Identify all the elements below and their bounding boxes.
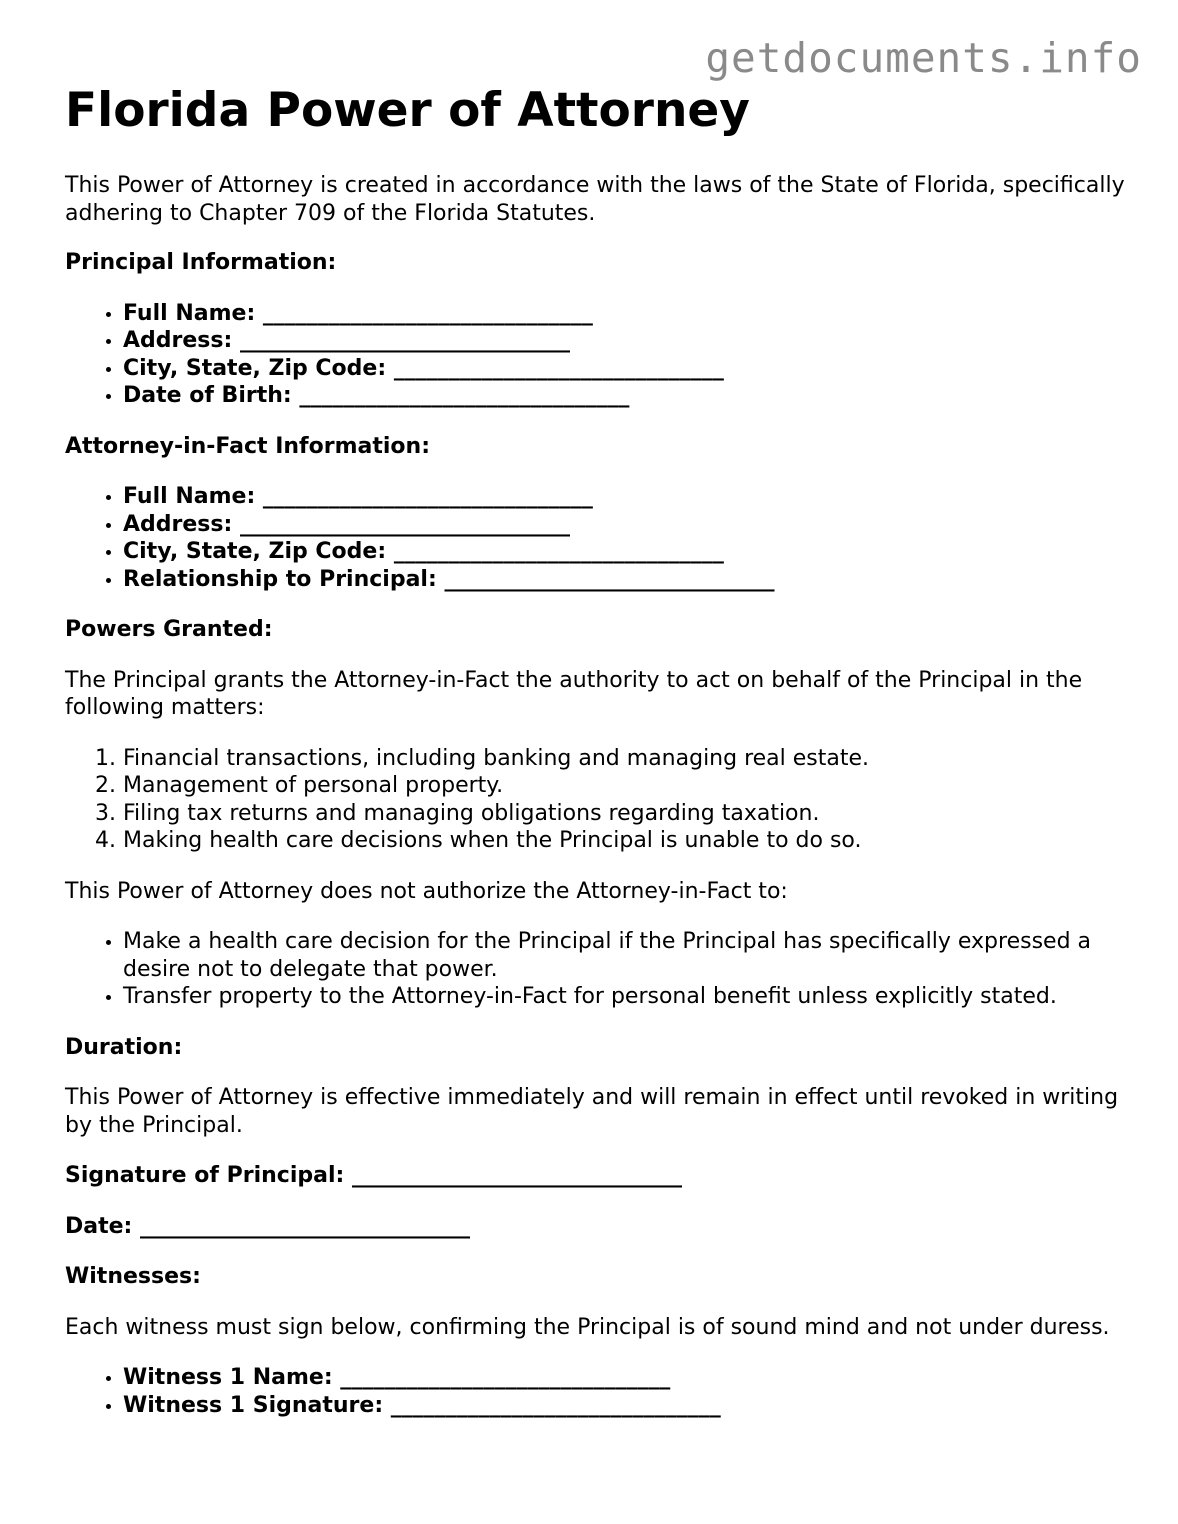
limit-item: • Make a health care decision for the Principal if the Principal has specifically expressed a desire not to delegate that power. [123, 928, 1125, 983]
powers-list [65, 745, 1125, 855]
intro-paragraph: This Power of Attorney is created in accordance with the laws of the State of Florida, specifically adhering to Chapter 709 of the Florida Statutes. [65, 173, 1125, 226]
fill-in-blank: ______________________________ [393, 355, 724, 381]
power-item: 1. Financial transactions, including banking and managing real estate. [123, 745, 1125, 773]
limits-list [65, 928, 1125, 1011]
witness-1-name-field[interactable]: • Witness 1 Name: ______________________________ [123, 1364, 1125, 1392]
fill-in-blank: ______________________________ [239, 328, 570, 353]
witness-1-signature-field[interactable]: • Witness 1 Signature: ______________________________ [123, 1392, 1125, 1420]
fill-in-blank: ______________________________ [262, 484, 593, 509]
attorney-fields [65, 483, 1125, 593]
attorney-relationship-field[interactable]: • Relationship to Principal: ______________________________ [123, 566, 1125, 594]
fill-in-blank: ______________________________ [239, 511, 570, 537]
attorney-heading: Attorney-in-Fact Information: [65, 433, 430, 459]
limit-item: • Transfer property to the Attorney-in-Fact for personal benefit unless explicitly stated. [123, 983, 1125, 1011]
fill-in-blank: ______________________________ [351, 1163, 682, 1188]
powers-intro: The Principal grants the Attorney-in-Fact the authority to act on behalf of the Principal in the following matters: [65, 667, 1083, 720]
fill-in-blank: ______________________________ [444, 566, 775, 592]
attorney-address-field[interactable]: • Address: ______________________________ [123, 511, 1125, 539]
principal-address-field[interactable]: • Address: ______________________________ [123, 327, 1125, 355]
document-title: Florida Power of Attorney [65, 83, 750, 138]
power-item: 3. Filing tax returns and managing obligations regarding taxation. [123, 800, 1125, 828]
watermark: getdocuments.info [705, 34, 1142, 82]
attorney-city-state-zip-field[interactable]: • City, State, Zip Code: ______________________________ [123, 538, 1125, 566]
fill-in-blank: ______________________________ [390, 1392, 721, 1418]
principal-heading: Principal Information: [65, 250, 337, 275]
power-item: 4. Making health care decisions when the Principal is unable to do so. [123, 827, 1125, 855]
witness-fields [65, 1364, 1125, 1419]
power-item: 2. Management of personal property. [123, 772, 1125, 800]
principal-date-of-birth-field[interactable]: • Date of Birth: ______________________________ [123, 382, 1125, 410]
limits-intro: This Power of Attorney does not authorize the Attorney-in-Fact to: [65, 878, 788, 904]
principal-fields [65, 300, 1125, 410]
fill-in-blank: ______________________________ [340, 1365, 671, 1390]
principal-signature-field[interactable]: Signature of Principal: ______________________________ [65, 1163, 682, 1188]
attorney-full-name-field[interactable]: • Full Name: ______________________________ [123, 483, 1125, 511]
fill-in-blank: ______________________________ [140, 1213, 471, 1239]
powers-heading: Powers Granted: [65, 617, 273, 642]
witnesses-heading: Witnesses: [65, 1264, 201, 1289]
fill-in-blank: ______________________________ [262, 300, 593, 326]
principal-city-state-zip-field[interactable]: • City, State, Zip Code: ______________________________ [123, 355, 1125, 383]
witnesses-text: Each witness must sign below, confirming the Principal is of sound mind and not under duress. [65, 1314, 1110, 1340]
fill-in-blank: ______________________________ [393, 539, 724, 564]
document-page [65, 82, 1125, 1419]
fill-in-blank: ______________________________ [299, 383, 630, 408]
duration-text: This Power of Attorney is effective immediately and will remain in effect until revoked in writing by the Principal. [65, 1085, 1119, 1138]
duration-heading: Duration: [65, 1034, 183, 1060]
principal-full-name-field[interactable]: • Full Name: ______________________________ [123, 300, 1125, 328]
date-field[interactable]: Date: ______________________________ [65, 1213, 471, 1239]
